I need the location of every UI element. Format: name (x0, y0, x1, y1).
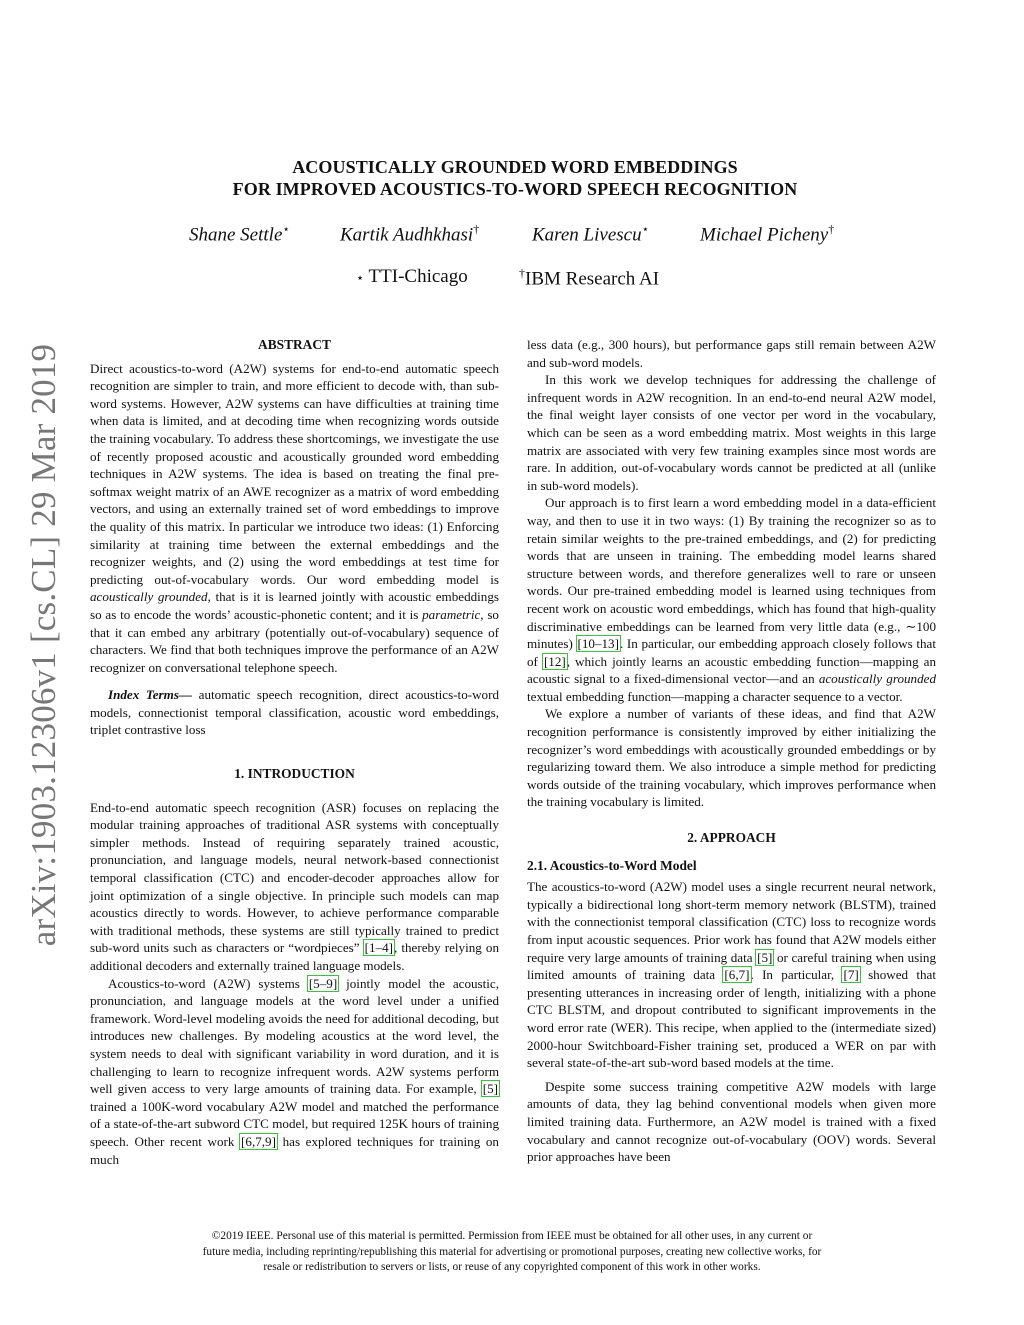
author-1 (189, 222, 290, 246)
author-mark: ⋆ (282, 222, 290, 236)
subsection-heading: 2.1. Acoustics-to-Word Model (527, 857, 697, 873)
arxiv-stamp: arXiv:1903.12306v1 [cs.CL] 29 Mar 2019 (24, 343, 63, 947)
intro-emphasis: acoustically grounded (818, 671, 936, 687)
author-mark: † (473, 222, 480, 236)
approach-text: The acoustics-to-word (A2W) model uses a single recurrent neural network, typically a bidirectional long short-term memory network (BLSTM), trained with the connectionist temporal classification (CTC) loss to recognize words from input acoustic sequences. Prior work has found that A2W models either require very large amounts of training data (527, 879, 936, 965)
author-name: Kartik Audhkhasi (340, 224, 474, 246)
intro-paragraph-3: In this work we develop techniques for addressing the challenge of infrequent words in A2W recognition. In an end-to-end neural A2W model, the final weight layer consists of one vector per word in the vocabulary, which can be seen as a word embedding matrix. Most weights in this large matrix are associated with very few training examples since most words are rare. In addition, out-of-vocabulary words cannot be predicted at all (unlike in sub-word models). (527, 372, 936, 493)
copyright-footer (120, 1229, 904, 1276)
citation-link[interactable]: [7] (843, 967, 859, 983)
author-mark: ⋆ (641, 222, 650, 236)
affiliation-name: TTI-Chicago (364, 266, 468, 287)
author-mark: † (828, 222, 835, 236)
author-list (0, 222, 1024, 248)
citation-link[interactable]: [1–4] (364, 940, 394, 956)
footer-line-2: future media, including reprinting/republishing this material for advertising or promotional purposes, creating new collective works, for (202, 1245, 822, 1258)
intro-text: . In particular, our embedding approach closely follows that of (527, 636, 936, 669)
index-terms-text: automatic speech recognition, direct acoustics-to-word models, connectionist temporal classification, acoustic word embeddings, triplet contrastive loss (90, 687, 500, 738)
affiliation-name: IBM Research AI (525, 268, 660, 290)
intro-continued: less data (e.g., 300 hours), but performance gaps still remain between A2W and sub-word models. (527, 337, 936, 370)
citation-link[interactable]: [5–9] (308, 975, 338, 991)
title-line-1: ACOUSTICALLY GROUNDED WORD EMBEDDINGS (292, 157, 738, 177)
intro-paragraph-5: We explore a number of variants of these ideas, and find that A2W recognition performance is consistently improved by either initializing the recognizer’s word embeddings with acoustically grounded embeddings or by regularizing toward them. We also introduce a simple method for predicting words outside of the training vocabulary, which improves performance when the training vocabulary is limited. (527, 706, 936, 810)
paper-title (100, 156, 930, 200)
left-column (90, 336, 499, 1168)
citation-link[interactable]: [12] (543, 653, 566, 669)
affiliation-mark: ⋆ (356, 270, 365, 285)
abstract-emphasis: parametric (422, 606, 481, 622)
author-3 (532, 222, 649, 246)
affiliation-mark: † (519, 266, 525, 280)
intro-text: , thereby relying on additional decoders and externally trained language models. (90, 940, 499, 973)
citation-link[interactable]: [6,7] (724, 967, 750, 983)
approach-text: or careful training when using limited amounts of training data (527, 949, 936, 983)
abstract-paragraph (90, 360, 499, 677)
approach-text: showed that presenting utterances in increasing order of length, initializing with a phone CTC BLSTM, and dropout contributed to significant improvements in the word error rate (WER). This recipe, when applied to the (intermediate sized) 2000-hour Switchboard-Fisher training set, produced a WER on par with several state-of-the-art sub-word based models at the time. (527, 967, 936, 1071)
abstract-text: Direct acoustics-to-word (A2W) systems for end-to-end automatic speech recognition are simpler to train, and more efficient to decode with, than sub-word systems. However, A2W systems can have difficulties at training time when data is limited, and at decoding time when recognizing words outside the training vocabulary. To address these shortcomings, we investigate the use of recently proposed acoustic and acoustically grounded word embedding techniques in A2W systems. The idea is based on treating the final pre-softmax weight matrix of an AWE recognizer as a matrix of word embedding vectors, and using an externally trained set of word embeddings to improve the quality of this matrix. In particular we introduce two ideas: (1) Enforcing similarity at training time between the external embeddings and the recognizer weights, and (2) using the word embeddings at test time for predicting out-of-vocabulary words. Our word embedding model is (90, 360, 499, 587)
approach-text: . In particular, (750, 967, 843, 983)
intro-text: trained a 100K-word vocabulary A2W model and matched the performance of a state-of-the-art subword CTC model, but required 125K hours of training speech. Other recent work (90, 1098, 499, 1149)
index-terms (90, 686, 499, 739)
citation-link[interactable]: [5] (482, 1081, 498, 1097)
approach-paragraph-2: Despite some success training competitive A2W models with large amounts of data, they lag behind conventional models when given more limited training data. Furthermore, an A2W model is trained with a fixed vocabulary and cannot recognize out-of-vocabulary (OOV) words. Several prior approaches have been (527, 1078, 936, 1165)
affiliation-list (0, 266, 1024, 292)
intro-text: has explored techniques for training on much (90, 1133, 499, 1167)
intro-paragraph-1 (90, 799, 499, 975)
author-2 (340, 222, 479, 246)
affiliation-2 (519, 266, 659, 290)
approach-paragraph-1 (527, 878, 936, 1072)
author-name: Michael Picheny (700, 224, 829, 246)
index-terms-label: Index Terms— (108, 687, 193, 703)
footer-line-1: ©2019 IEEE. Personal use of this material is permitted. Permission from IEEE must be obtained for all other uses, in any current or (211, 1230, 813, 1242)
citation-link[interactable]: [5] (757, 949, 773, 965)
intro-text: Our approach is to first learn a word embedding model in a data-efficient way, and then to use it in two ways: (1) By training the recognizer so as to retain similar weights to the pre-trained embeddings, and (2) for predicting words that are unseen in training. The embedding model learns shared structure between words, and therefore generalizes well to rare or unseen words. Our pre-trained embedding model is learned using techniques from recent work on acoustic word embeddings, which has found that high-quality discriminative embeddings can be learned from very little data (e.g., ∼100 minutes) (527, 495, 936, 652)
footer-line-3: resale or redistribution to servers or lists, or reuse of any copyrighted component of this work in other works. (263, 1261, 761, 1274)
author-name: Shane Settle (189, 224, 283, 246)
author-4 (700, 222, 834, 246)
intro-text: jointly model the acoustic, pronunciation, and language models at the word level under a unified framework. Word-level modeling avoids the need for additional decoding, but introduces new challenges. By modeling acoustics at the word level, the system needs to deal with significant variability in word duration, and it is challenging to learn to recognize infrequent words. A2W systems perform well given access to very large amounts of training data. For example, (90, 975, 500, 1097)
intro-heading: 1. INTRODUCTION (234, 766, 355, 782)
affiliation-1 (356, 266, 468, 288)
author-name: Karen Livescu (532, 224, 642, 246)
intro-paragraph-4 (527, 494, 936, 705)
abstract-text: , that is it is learned jointly with acoustic embeddings so as to encode the words’ acoustic-phonetic content; and it is (90, 589, 499, 622)
intro-text: textual embedding function—mapping a character sequence to a vector. (527, 688, 903, 704)
intro-paragraph-2 (90, 975, 499, 1169)
abstract-emphasis: acoustically grounded (90, 589, 208, 605)
citation-link[interactable]: [6,7,9] (241, 1133, 276, 1149)
title-line-2: FOR IMPROVED ACOUSTICS-TO-WORD SPEECH RECOGNITION (232, 179, 798, 199)
citation-link[interactable]: [10–13] (577, 636, 619, 652)
abstract-text: , so that it can embed any arbitrary (potentially out-of-vocabulary) sequence of characters. We find that both techniques improve the performance of an A2W recognizer on conversational telephone speech. (90, 606, 499, 675)
approach-heading: 2. APPROACH (687, 830, 776, 846)
intro-text: , which jointly learns an acoustic embedding function—mapping an acoustic signal to a fixed-dimensional vector—and an (527, 653, 937, 687)
abstract-heading: ABSTRACT (258, 337, 331, 352)
intro-text: End-to-end automatic speech recognition (ASR) focuses on replacing the modular training approaches of traditional ASR systems with conceptually simpler methods. Instead of requiring separately trained acoustic, pronunciation, and language models, neural network-based connectionist temporal classification (CTC) and encoder-decoder approaches allow for joint optimization of a single objective. In principle such models can map acoustics directly to words. However, to achieve performance comparable with traditional methods, these systems are still typically trained to predict sub-word units such as characters or “wordpieces” (90, 799, 499, 956)
right-column (527, 336, 936, 1166)
intro-text: Acoustics-to-word (A2W) systems (108, 975, 308, 991)
